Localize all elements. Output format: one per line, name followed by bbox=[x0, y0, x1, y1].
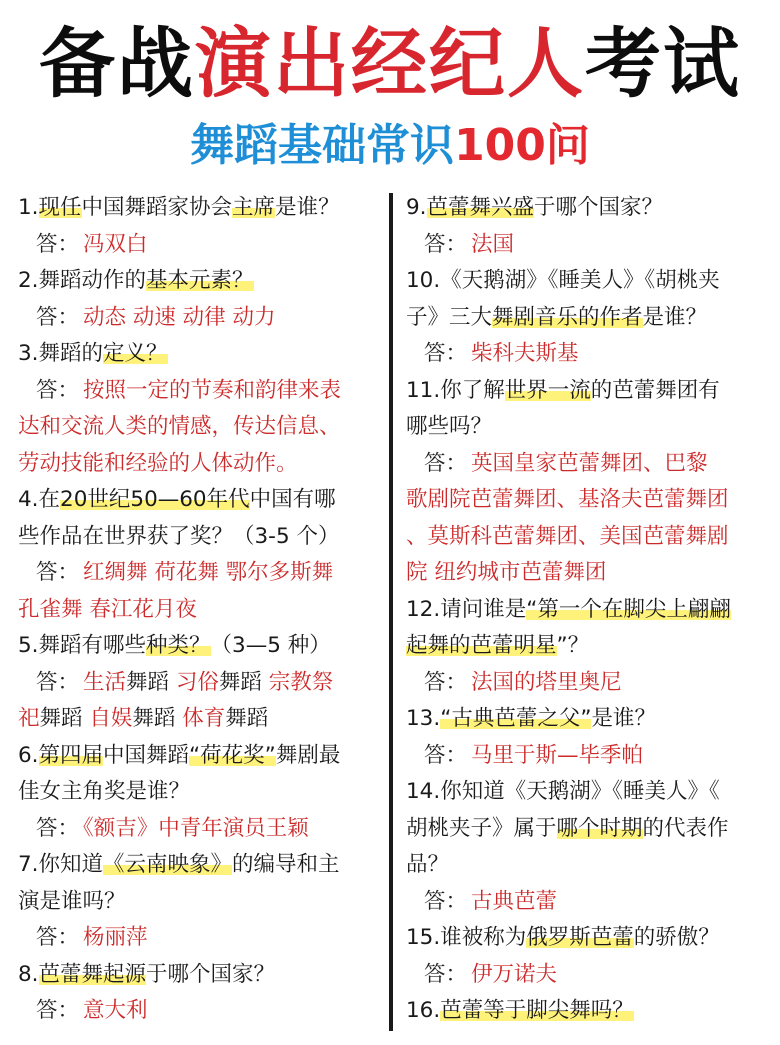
answer-text: 古典芭蕾 bbox=[471, 888, 558, 914]
q-text: 的骄傲？ bbox=[633, 925, 720, 950]
answer-text-line: 劳动技能和经验的人体动作。 bbox=[18, 450, 298, 476]
q-text: 请问谁是 bbox=[440, 596, 527, 622]
answer-text: 自娱 bbox=[89, 706, 133, 731]
q-highlight: “古典芭蕾之父” bbox=[440, 706, 592, 731]
q-text: 你知道《天鹅湖》《睡美人》《 bbox=[440, 779, 720, 804]
q-num: 7. bbox=[18, 852, 39, 877]
q-highlight: 20世纪50—60年代 bbox=[60, 487, 250, 512]
answer-8 bbox=[18, 993, 384, 1030]
right-column bbox=[406, 190, 772, 1030]
page-subtitle bbox=[0, 118, 780, 174]
answer-text-line: 、莫斯科芭蕾舞团、美国芭蕾舞剧 bbox=[406, 523, 729, 549]
q-highlight: 主席 bbox=[232, 195, 276, 220]
q-text: 中国舞蹈家协会 bbox=[81, 195, 233, 220]
title-highlight: 演出经纪人 bbox=[195, 19, 585, 108]
answer-label: 答： bbox=[424, 669, 468, 695]
answer-text-line: 孔雀舞 春江花月夜 bbox=[18, 596, 197, 622]
title-prefix: 备战 bbox=[39, 19, 195, 108]
answer-label: 答： bbox=[36, 377, 80, 403]
question-12 bbox=[406, 592, 772, 629]
q-text: 是谁？ bbox=[642, 304, 708, 330]
q-num: 16. bbox=[406, 998, 441, 1023]
q-text: 是谁？ bbox=[275, 195, 340, 220]
left-column bbox=[18, 190, 384, 1030]
answer-text: 英国皇家芭蕾舞团、巴黎 bbox=[471, 450, 708, 476]
q-text: （3—5 种） bbox=[210, 633, 331, 658]
question-13 bbox=[406, 701, 772, 738]
q-text: 《天鹅湖》《睡美人》《胡桃夹 bbox=[440, 268, 720, 293]
q-text: 舞剧最 bbox=[275, 742, 341, 768]
q-highlight: 俄罗斯芭蕾 bbox=[526, 925, 634, 950]
answer-text: 意大利 bbox=[83, 998, 148, 1023]
answer-11 bbox=[406, 446, 772, 483]
answer-text: 马里于斯—毕季帕 bbox=[471, 742, 644, 768]
answer-text: 舞蹈 bbox=[132, 706, 183, 731]
q-highlight: 种类？ bbox=[146, 633, 211, 658]
answer-text: 舞蹈 bbox=[126, 669, 176, 695]
q-num: 11. bbox=[406, 377, 441, 403]
question-11 bbox=[406, 373, 772, 410]
answer-text-line: 歌剧院芭蕾舞团、基洛夫芭蕾舞团 bbox=[406, 487, 729, 512]
q-highlight: 现任 bbox=[38, 195, 82, 220]
answer-text: 杨丽萍 bbox=[83, 925, 148, 950]
question-2 bbox=[18, 263, 384, 300]
q-text: 舞蹈动作的 bbox=[38, 268, 147, 293]
answer-label: 答： bbox=[36, 925, 80, 950]
q-num: 4. bbox=[18, 487, 39, 512]
answer-5-cont bbox=[18, 701, 384, 738]
q-text: ”？ bbox=[556, 633, 590, 658]
q-num: 15. bbox=[406, 925, 441, 950]
answer-text: 伊万诺夫 bbox=[471, 961, 558, 987]
answer-label: 答： bbox=[424, 231, 468, 257]
q-text: 是谁？ bbox=[591, 706, 656, 731]
answer-10 bbox=[406, 336, 772, 373]
question-text-line: 些作品在世界获了奖？（3-5 个） bbox=[18, 523, 340, 549]
answer-text: 动态 动速 动律 动力 bbox=[83, 304, 276, 330]
answer-13 bbox=[406, 738, 772, 775]
q-num: 13. bbox=[406, 706, 441, 731]
page-title bbox=[0, 14, 780, 114]
answer-text: 法国 bbox=[471, 231, 515, 257]
answer-text: 舞蹈 bbox=[225, 706, 269, 731]
question-text-line: 演是谁吗？ bbox=[18, 888, 126, 914]
q-num: 12. bbox=[406, 596, 441, 622]
q-text: 舞蹈的 bbox=[38, 341, 104, 366]
subtitle-count: 100问 bbox=[454, 120, 590, 171]
answer-text-line: 达和交流人类的情感，传达信息、 bbox=[18, 414, 341, 439]
answer-text: 法国的塔里奥尼 bbox=[471, 669, 622, 695]
q-text: 中国有哪 bbox=[249, 487, 336, 512]
q-num: 5. bbox=[18, 633, 39, 658]
q-highlight: 世界一流 bbox=[504, 377, 591, 403]
answer-text: 冯双白 bbox=[83, 231, 148, 257]
answer-label: 答： bbox=[424, 888, 468, 914]
q-highlight: 舞剧音乐的作者 bbox=[492, 304, 643, 330]
q-highlight: “荷花奖” bbox=[189, 742, 276, 768]
answer-text: 红绸舞 荷花舞 鄂尔多斯舞 bbox=[83, 560, 334, 585]
question-14-cont bbox=[406, 811, 772, 848]
q-text: 你了解 bbox=[440, 377, 505, 403]
answer-label: 答： bbox=[36, 560, 80, 585]
question-10 bbox=[406, 263, 772, 300]
question-text-line: 品？ bbox=[406, 852, 450, 877]
answer-2 bbox=[18, 300, 384, 337]
q-num: 14. bbox=[406, 779, 441, 804]
answer-12 bbox=[406, 665, 772, 702]
answer-text: 祀 bbox=[18, 706, 40, 731]
question-10-cont bbox=[406, 300, 772, 337]
q-num: 3. bbox=[18, 341, 39, 366]
answer-text: 舞蹈 bbox=[39, 706, 90, 731]
question-text-line: 佳女主角奖是谁？ bbox=[18, 779, 191, 804]
q-highlight: 哪个时期 bbox=[556, 815, 643, 841]
answer-6 bbox=[18, 811, 384, 848]
answer-text: 柴科夫斯基 bbox=[471, 341, 579, 366]
answer-text: 宗教祭 bbox=[268, 669, 334, 695]
q-highlight: 芭蕾舞兴盛 bbox=[426, 195, 535, 220]
q-num: 2. bbox=[18, 268, 39, 293]
question-3 bbox=[18, 336, 384, 373]
answer-14 bbox=[406, 884, 772, 921]
q-text: 子》三大 bbox=[406, 304, 493, 330]
q-highlight: 第四届 bbox=[38, 742, 104, 768]
q-highlight: 定义？ bbox=[103, 341, 168, 366]
answer-label: 答： bbox=[424, 450, 468, 476]
answer-text: 按照一定的节奏和韵律来表 bbox=[83, 377, 342, 403]
q-highlight: 芭蕾等于脚尖舞吗？ bbox=[440, 998, 634, 1023]
answer-text: 生活 bbox=[83, 669, 127, 695]
answer-label: 答： bbox=[36, 815, 80, 841]
answer-label: 答： bbox=[424, 961, 468, 987]
q-num: 9. bbox=[406, 195, 427, 220]
q-num: 8. bbox=[18, 961, 39, 987]
q-num: 6. bbox=[18, 742, 39, 768]
q-num: 1. bbox=[18, 195, 39, 220]
question-8 bbox=[18, 957, 384, 994]
q-text: 在 bbox=[38, 487, 61, 512]
question-4 bbox=[18, 482, 384, 519]
question-16 bbox=[406, 993, 772, 1030]
answer-4 bbox=[18, 555, 384, 592]
q-text: 的编导和主 bbox=[232, 852, 340, 877]
answer-label: 答： bbox=[36, 669, 80, 695]
q-num: 10. bbox=[406, 268, 441, 293]
answer-text: 体育 bbox=[182, 706, 226, 731]
q-text: 你知道 bbox=[38, 852, 104, 877]
q-highlight: 芭蕾舞起源 bbox=[38, 961, 147, 987]
q-highlight: 基本元素？ bbox=[146, 268, 254, 293]
q-text: 舞蹈有哪些 bbox=[38, 633, 147, 658]
question-15 bbox=[406, 920, 772, 957]
answer-label: 答： bbox=[424, 341, 468, 366]
question-7 bbox=[18, 847, 384, 884]
q-highlight: “第一个在脚尖上翩翩 bbox=[526, 596, 731, 622]
q-text: 胡桃夹子》属于 bbox=[406, 815, 557, 841]
column-divider bbox=[389, 193, 393, 1031]
answer-text: 习俗 bbox=[175, 669, 219, 695]
q-text: 的芭蕾舞团有 bbox=[590, 377, 720, 403]
question-1 bbox=[18, 190, 384, 227]
answer-label: 答： bbox=[424, 742, 468, 768]
q-highlight: 起舞的芭蕾明星 bbox=[406, 633, 557, 658]
answer-3 bbox=[18, 373, 384, 410]
answer-7 bbox=[18, 920, 384, 957]
q-text: 中国舞蹈 bbox=[103, 742, 190, 768]
question-9 bbox=[406, 190, 772, 227]
question-text-line: 哪些吗？ bbox=[406, 414, 493, 439]
answer-5 bbox=[18, 665, 384, 702]
answer-label: 答： bbox=[36, 998, 80, 1023]
answer-text: 《额吉》中青年演员王颖 bbox=[83, 815, 309, 841]
q-text: 的代表作 bbox=[642, 815, 729, 841]
q-text: 于哪个国家？ bbox=[146, 961, 276, 987]
answer-label: 答： bbox=[36, 231, 80, 257]
answer-1 bbox=[18, 227, 384, 264]
answer-15 bbox=[406, 957, 772, 994]
question-12-cont bbox=[406, 628, 772, 665]
answer-text: 舞蹈 bbox=[218, 669, 269, 695]
q-highlight: 《云南映象》 bbox=[103, 852, 233, 877]
title-suffix: 考试 bbox=[585, 19, 741, 108]
q-text: 谁被称为 bbox=[440, 925, 527, 950]
question-5 bbox=[18, 628, 384, 665]
answer-label: 答： bbox=[36, 304, 80, 330]
question-14 bbox=[406, 774, 772, 811]
subtitle-text: 舞蹈基础常识 bbox=[190, 120, 455, 171]
question-6 bbox=[18, 738, 384, 775]
q-text: 于哪个国家？ bbox=[534, 195, 664, 220]
answer-text-line: 院 纽约城市芭蕾舞团 bbox=[406, 560, 607, 585]
answer-9 bbox=[406, 227, 772, 264]
